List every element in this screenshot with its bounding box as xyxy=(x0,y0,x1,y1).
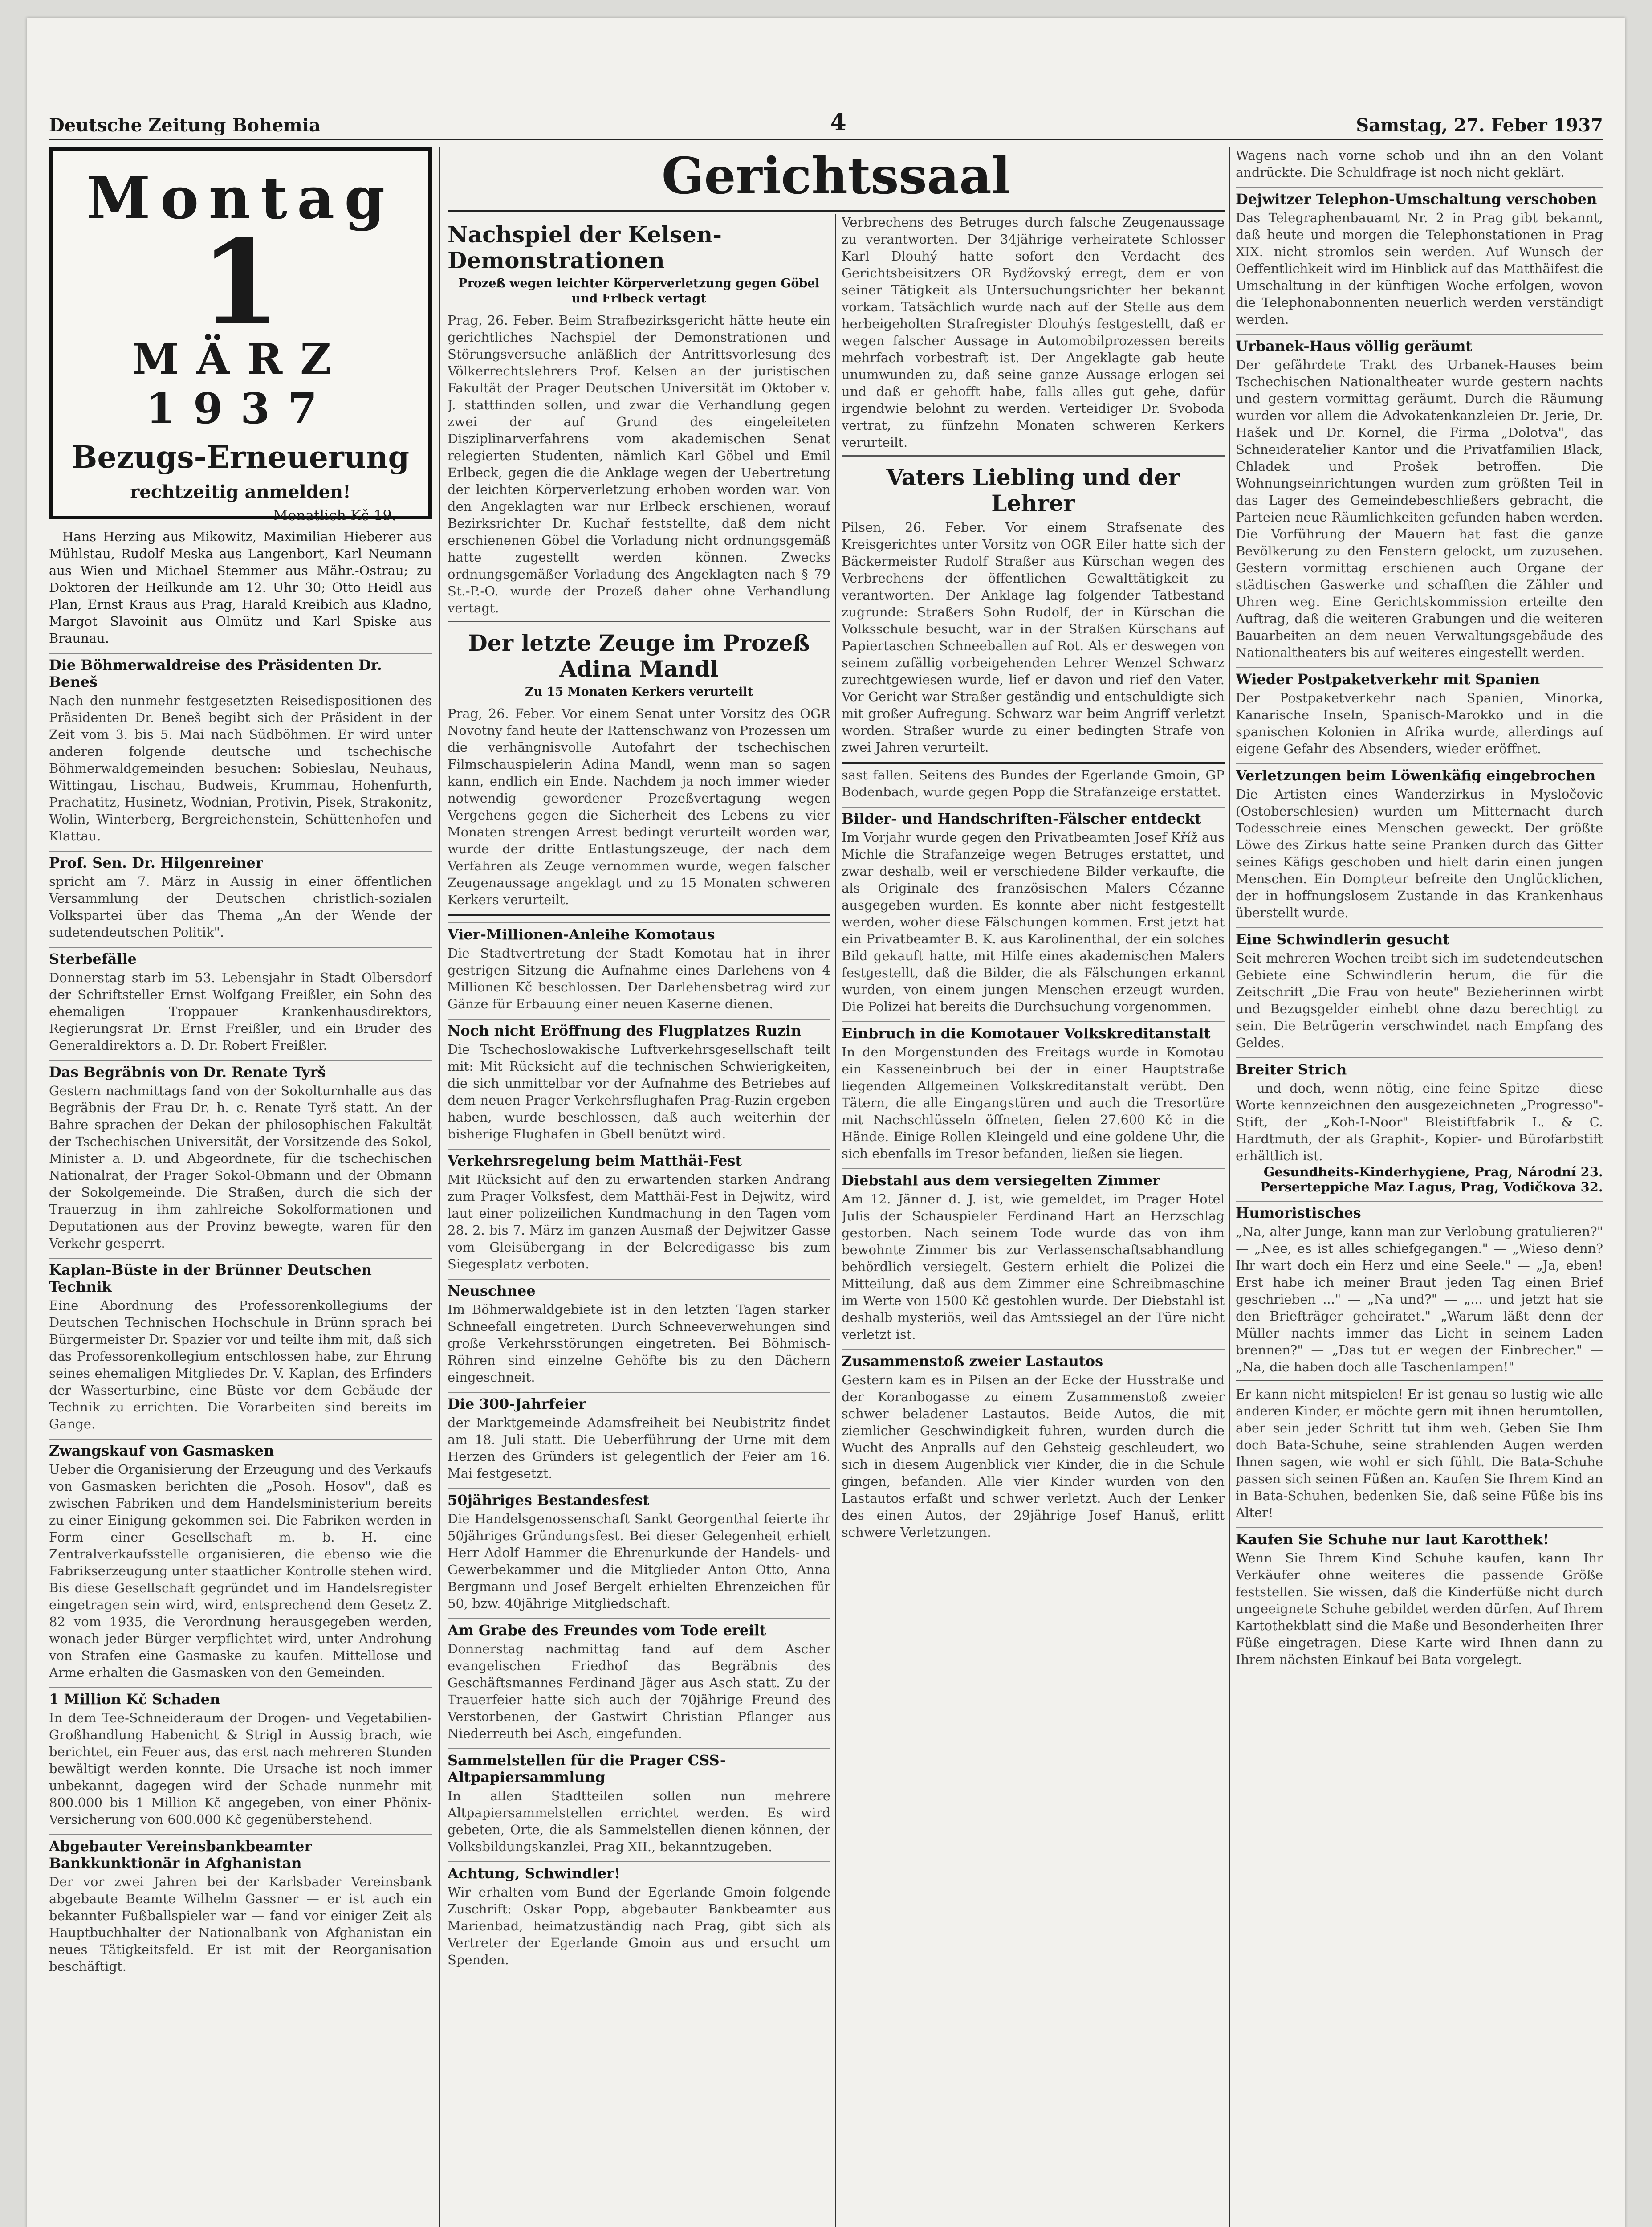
promo-year: 1937 xyxy=(146,384,335,433)
column-3 xyxy=(842,214,1225,2227)
promo-price: Monatlich Kč 19.— xyxy=(273,507,411,524)
column-rule xyxy=(835,214,836,2227)
article-text-block: spricht am 7. März in Aussig in einer öffentlichen Versammlung der Deutschen christlich-sozialen Volkspartei über das Thema „An der Wende der sudetendeutschen Politik". xyxy=(49,874,432,940)
article-text-block: Prag, 26. Feber. Vor einem Senat unter Vorsitz des OGR Novotny fand heute der Rattenschwanz von Prozessen um die verhängnisvolle Autofahrt der tschechischen Filmschauspielerin Adina Mandl, wenn man so sagen kann, endlich ein Ende. Nachdem ja noch immer wieder notwendig gewordener Prozeßvertagung wegen Vergehens gegen die Sicherheit des Lebens zu vier Monaten strengen Arrest bedingt verurteilt worden war, wurde der dritte Entlastungszeuge, der nach dem Verfahren als Zeuge vernommen wurde, wegen falscher Zeugenaussage angeklagt und zu 15 Monaten schweren Kerkers verurteilt. xyxy=(448,706,830,907)
headline-spain: Wieder Postpaketverkehr mit Spanien xyxy=(1236,667,1603,688)
article-text-block: Donnerstag nachmittag fand auf dem Ascher evangelischen Friedhof das Begräbnis des Geschäftsmannes Ferdinand Jäger aus Asch statt. Zu der Trauerfeier hatte sich auch der 70jährige Freund des Verstorbenen, der Gastwirt Christian Pflanger aus Niederreuth bei Asch, eingefunden. xyxy=(448,1641,830,1741)
headline-airport: Noch nicht Eröffnung des Flugplatzes Ruzin xyxy=(448,1019,830,1039)
subscription-promo-box xyxy=(49,147,432,524)
headline-kelsen: Nachspiel der Kelsen-Demonstrationen xyxy=(448,221,722,273)
article-intro-text: Hans Herzing aus Mikowitz, Maximilian Hieberer aus Mühlstau, Rudolf Meska aus Langenbort, Karl Neumann aus Wien und Michael Stemmer aus Mähr.-Ostrau; zu Doktoren der Heilkunde am 12. Uhr 30; Otto Heidl aus Plan, Ernst Kraus aus Prag, Harald Kreibich aus Kladno, Margot Slavoinit aus Olmütz und Karl Spiske aus Braunau. xyxy=(49,529,432,646)
headline-damage: 1 Million Kč Schaden xyxy=(49,1687,432,1708)
column-rule xyxy=(439,147,440,2227)
article-text-block: Der Postpaketverkehr nach Spanien, Minorka, Kanarische Inseln, Spanisch-Marokko und in die spanischen Kolonien in Afrika wurde, allerdings auf eigene Gefahr des Absenders, wieder eröffnet. xyxy=(1236,690,1603,756)
article-text-block: Donnerstag starb im 53. Lebensjahr in Stadt Olbersdorf der Schriftsteller Ernst Wolfgang Freißler, ein Sohn des ehemaligen Troppauer Krankenhausdirektors, Regierungsrat Dr. Ernst Freißler, und ein Bruder des Generaldirektors a. D. Dr. Robert Freißler. xyxy=(49,970,432,1053)
headline-komotau-loan: Vier-Millionen-Anleihe Komotaus xyxy=(448,922,830,943)
article-text-block: Prag, 26. Feber. Beim Strafbezirksgericht hätte heute ein gerichtliches Nachspiel der Demonstrationen und Störungsversuche anläßlich der Antrittsvorlesung des Völkerrechtslehrers Prof. Kelsen an der juristischen Fakultät der Prager Deutschen Universität im Oktober v. J. stattfinden sollen, und zwar die Verhandlung gegen zwei der auf Grund des eingeleiteten Disziplinarverfahrens vom akademischen Senat relegierten Studenten, nämlich Karl Göbel und Emil Erlbeck, gegen die die Anklage wegen der Uebertretung der leichten Körperverletzung erhoben worden war. Von den Angeklagten war nur Erlbeck erschienen, worauf Bezirksrichter Dr. Kuchař feststellte, daß dem nicht erschienenen Göbel die Vorladung nicht ordnungsgemäß hatte zugestellt werden können. Zwecks ordnungsgemäßer Vorladung des Angeklagten nach § 79 St.-P.-O. wurde der Prozeß daher ohne Verhandlung vertagt. xyxy=(448,313,830,616)
article-text-block: Seit mehreren Wochen treibt sich im sudetendeutschen Gebiete eine Schwindlerin herum, die für die Zeitschrift „Die Frau von heute" Bezieherinnen wirbt und Bezugsgelder einhebt ohne dazu berechtigt zu sein. Die Betrügerin verschwindet nach Empfang des Geldes. xyxy=(1236,950,1603,1050)
article-text-block: Ueber die Organisierung der Erzeugung und des Verkaufs von Gasmasken berichten die „Posoh. Hosov", daß es zwischen Fabriken und dem Handelsministerium bereits zu einer Einigung gekommen sei. Die Fabriken werden in Form einer Gesellschaft m. b. H. eine Zentralverkaufsstelle organisieren, die ebenso wie die Fabrikserzeugung unter staatlicher Kontrolle stehen wird. Bis diese Gesellschaft gegründet und im Handelsregister eingetragen sein wird, wird, entsprechend dem Gesetz Z. 82 vom 1935, die Verordnung herausgegeben werden, wonach jeder Bürger verpflichtet wird, unter Androhung von Strafen eine Gasmaske zu kaufen. Mittellose und Arme erhalten die Gasmasken von den Gemeinden. xyxy=(49,1462,432,1680)
court-section xyxy=(448,147,1225,220)
headline-50-years: 50jähriges Bestandesfest xyxy=(448,1488,830,1509)
promo-note: rechtzeitig anmelden! xyxy=(130,481,351,502)
article-text-block: Das Telegraphenbauamt Nr. 2 in Prag gibt bekannt, daß heute und morgen die Telephonstationen in Prag XIX. nicht stromlos sein werden. Auf Wunsch der Oeffentlichkeit wird im Hinblick auf das Matthäifest die Umschaltung in der künftigen Woche erfolgen, wovon die Telephonabonnenten neuerlich werden verständigt werden. xyxy=(1236,210,1603,327)
headline-gasmasks: Zwangskauf von Gasmasken xyxy=(49,1439,432,1459)
article-text-block: Mit Rücksicht auf den zu erwartenden starken Andrang zum Prager Volksfest, dem Matthäi-Fest in Dejwitz, wird laut einer polizeilichen Kundmachung in den Tagen vom 28. 2. bis 7. März im ganzen Ausmaß der Dejwitzer Gasse vom Gleisübergang in der Belcredigasse bis zum Siegesplatz verboten. xyxy=(448,1172,830,1272)
page-number: 4 xyxy=(830,109,846,136)
column-4 xyxy=(1236,147,1603,2227)
headline-swindleress: Eine Schwindlerin gesucht xyxy=(1236,927,1603,948)
headline-afghanistan: Abgebauter Vereinsbankbeamter Bankkunktionär in Afghanistan xyxy=(49,1834,432,1872)
headline-grave: Am Grabe des Freundes vom Tode ereilt xyxy=(448,1618,830,1639)
article-text-block: Im Vorjahr wurde gegen den Privatbeamten Josef Kříž aus Michle die Strafanzeige wegen Betruges erstattet, und zwar deshalb, weil er verschiedene Bilder verkaufte, die als Originale des französischen Malers Cézanne ausgegeben wurden. Es konnte aber nicht festgestellt werden, woher diese Fälschungen kommen. Erst jetzt hat ein Privatbeamter B. K. aus Karolinenthal, der ein solches Bild gekauft hatte, mit Hilfe eines akademischen Malers festgestellt, daß die Bilder, die als Fälschungen erkannt wurden, von einem jungen Menschen erzeugt wurden. Die Polizei hat bereits die Durchsuchung vorgenommen. xyxy=(842,830,1225,1014)
article-text-block: — und doch, wenn nötig, eine feine Spitze — diese Worte kennzeichnen den ausgezeichneten „Progresso"-Stift, der „Koh-I-Noor" Bleistiftfabrik L. & C. Hardtmuth, der als Graphit-, Kopier- und Bürofarbstift erhältlich ist. xyxy=(1236,1081,1603,1163)
headline-humor: Humoristisches xyxy=(1236,1201,1603,1221)
article-text-block: Wenn Sie Ihrem Kind Schuhe kaufen, kann Ihr Verkäufer ohne weiteres die passende Größe feststellen. Sie wissen, daß die Kinderfüße nicht durch ungeeignete Schuhe gebildet werden dürfen. Auf Ihrem Kartothekblatt sind die Maße und Besonderheiten Ihrer Füße eingetragen. Diese Karte wird Ihnen dann zu Ihrem nächsten Einkauf bei Bata vorgelegt. xyxy=(1236,1550,1603,1667)
article-text-block: Der vor zwei Jahren bei der Karlsbader Vereinsbank abgebaute Beamte Wilhelm Gassner — er ist auch ein bekannter Fußballspieler war — fand vor einiger Zeit als Hauptbuchhalter der Nationalbank von Afghanistan ein neues Tätigkeitsfeld. Er ist mit der Reorganisation beschäftigt. xyxy=(49,1874,432,1974)
headline-karotthek: Kaufen Sie Schuhe nur laut Karotthek! xyxy=(1236,1527,1603,1548)
headline-paper-collection: Sammelstellen für die Prager CSS-Altpapiersammlung xyxy=(448,1748,830,1786)
article-text-block: Er kann nicht mitspielen! Er ist genau so lustig wie alle anderen Kinder, er möchte gern mit ihnen herumtollen, aber sein jeder Schritt tut ihm weh. Geben Sie Ihm doch Bata-Schuhe, seine strahlenden Augen werden Ihnen sagen, wie wohl er sich fühlt. Die Bata-Schuhe passen sich seinen Füßen an. Kaufen Sie Ihrem Kind an in Bata-Schuhen, bedenken Sie, daß seine Füße bis ins Alter! xyxy=(1236,1387,1603,1520)
article-text-block: Der gefährdete Trakt des Urbanek-Hauses beim Tschechischen Nationaltheater wurde gestern nachts und gestern vormittag geräumt. Durch die Räumung wurden vor allem die Advokatenkanzleien Dr. Jerie, Dr. Hašek und Dr. Kornel, die Firma „Dolotva", das Schneideratelier Kantor und die Privatfamilien Black, Chladek und Prošek betroffen. Die Wohnungseinrichtungen wurden zum größten Teil in das Lager des Gemeindebeschließers gebracht, die Parteien neue Räumlichkeiten gefunden haben werden. Die Vorführung der Mauern hat fast die ganze Bevölkerung zu den Fenstern gelockt, um zuzusehen. Gestern vormittag erschienen auch Organe der städtischen Gaswerke und schafften die Zähler und Uhren weg. Eine Gerichtskommission erteilte den Auftrag, daß die weiteren Grabungen und die weiteren Bauarbeiten an dem neuen Verwaltungsgebäude des Nationaltheaters bis auf weiteres eingestellt werden. xyxy=(1236,357,1603,660)
column-1 xyxy=(49,147,432,2227)
promo-day: Montag xyxy=(86,164,395,232)
headline-300-years: Die 300-Jahrfeier xyxy=(448,1392,830,1412)
headline-hilgenreiner: Prof. Sen. Dr. Hilgenreiner xyxy=(49,851,432,871)
headline-telephone: Dejwitzer Telephon-Umschaltung verschoben xyxy=(1236,187,1603,208)
column-2 xyxy=(448,214,830,2227)
page-header xyxy=(49,105,1603,140)
headline-urbanek: Urbanek-Haus völlig geräumt xyxy=(1236,334,1603,355)
article-text-block: Wir erhalten vom Bund der Egerlande Gmoin folgende Zuschrift: Oskar Popp, abgebauter Bankbeamter aus Marienbad, heimatzuständig nach Prag, gibt sich als Vertreter der Egerlande Gmoin aus und ersucht um Spenden. xyxy=(448,1884,830,1967)
promo-month: MÄRZ xyxy=(132,334,349,384)
article-text-block: Wagens nach vorne schob und ihn an den Volant andrückte. Die Schuldfrage ist noch nicht geklärt. xyxy=(1236,148,1603,180)
advertisement: Gesundheits-Kinderhygiene, Prag, Národní 23. xyxy=(1263,1164,1603,1179)
article-text-block: Am 12. Jänner d. J. ist, wie gemeldet, im Prager Hotel Julis der Schauspieler Ferdinand Hart an Herzschlag gestorben. Nach seinem Tode wurde das von ihm bewohnte Zimmer bis zur Verlassenschaftsabhandlung behördlich versiegelt. Gestern erhielt die Polizei die Mitteilung, daß aus dem Zimmer eine Schreibmaschine im Werte von 1500 Kč gestohlen wurde. Der Diebstahl ist deshalb mysteriös, weil das Amtssiegel an der Türe nicht verletzt ist. xyxy=(842,1191,1225,1342)
headline-kaplan-bust: Kaplan-Büste in der Brünner Deutschen Technik xyxy=(49,1258,432,1295)
article-text-block: Die Tschechoslowakische Luftverkehrsgesellschaft teilt mit: Mit Rücksicht auf die technischen Schwierigkeiten, die sich unmittelbar vor der Aufnahme des Betriebes auf dem neuen Prager Verkehrsflughafen Prag-Ruzin ergeben haben, wurde beschlossen, daß auch weiterhin der bisherige Flughafen in Gbell benützt wird. xyxy=(448,1042,830,1142)
headline-broad-stroke: Breiter Strich xyxy=(1236,1057,1603,1078)
headline-father: Vaters Liebling und der Lehrer xyxy=(886,464,1180,516)
article-text-block: In dem Tee-Schneideraum der Drogen- und Vegetabilien-Großhandlung Habenicht & Strigl in Aussig brach, wie berichtet, ein Feuer aus, das erst nach mehreren Stunden bewältigt werden konnte. Die Ursache ist noch immer unbekannt, dagegen wird der Schade nunmehr mit 800.000 bis 1 Million Kč angegeben, von einer Phönix-Versicherung von 600.000 Kč gegenüberstehend. xyxy=(49,1710,432,1827)
article-text-block: Eine Abordnung des Professorenkollegiums der Deutschen Technischen Hochschule in Brünn sprach bei Bürgermeister Dr. Spazier vor und teilte ihm mit, daß sich das Professorenkollegium entschlossen habe, zur Ehrung seines ehemaligen Mitgliedes Dr. V. Kaplan, des Erfinders der Wasserturbine, eine Büste vor dem Gebäude der Technik zu errichten. Die Vorarbeiten sind bereits im Gange. xyxy=(49,1298,432,1432)
article-text-block: In allen Stadtteilen sollen nun mehrere Altpapiersammelstellen errichtet werden. Es wird gebeten, Orte, die als Sammelstellen dienen können, der Volksbildungskanzlei, Prag XII., bekanntzugeben. xyxy=(448,1788,830,1854)
headline-tyrs-funeral: Das Begräbnis von Dr. Renate Tyrš xyxy=(49,1060,432,1081)
article-text-block: Gestern nachmittags fand von der Sokolturnhalle aus das Begräbnis der Frau Dr. h. c. Renate Tyrš statt. An der Bahre sprachen der Dekan der philosophischen Fakultät der Tschechischen Universität, der Vorsitzende des Sokol, Minister a. D. und Abgeordnete, für die tschechischen Nationalrat, der Prager Sokol-Obmann und der Obmann der Sokolgemeinde. Die Straßen, durch die sich der Trauerzug in ihm zahlreiche Sokolformationen und Deputationen aus der Provinz bewegte, waren für den Verkehr gesperrt. xyxy=(49,1083,432,1251)
headline-burglary: Einbruch in die Komotauer Volkskreditanstalt xyxy=(842,1021,1225,1042)
headline-lion-cage: Verletzungen beim Löwenkäfig eingebrochen xyxy=(1236,763,1603,784)
advertisement: Perserteppiche Maz Lagus, Prag, Vodičkova 32. xyxy=(1260,1179,1603,1195)
promo-headline: Bezugs-Erneuerung xyxy=(71,440,410,475)
section-title: Gerichtssaal xyxy=(448,147,1225,212)
subheadline-kelsen: Prozeß wegen leichter Körperverletzung gegen Göbel und Erlbeck vertagt xyxy=(458,277,820,306)
headline-collision: Zusammenstoß zweier Lastautos xyxy=(842,1349,1225,1370)
headline-benes-trip: Die Böhmerwaldreise des Präsidenten Dr. Beneš xyxy=(49,653,432,690)
article-text-block: der Marktgemeinde Adamsfreiheit bei Neubistritz findet am 18. Juli statt. Die Ueberführung der Urne mit dem Herzen des Gründers ist gelegentlich der Feier am 16. Mai festgesetzt. xyxy=(448,1415,830,1481)
headline-matthaei: Verkehrsregelung beim Matthäi-Fest xyxy=(448,1149,830,1169)
article-text-block: sast fallen. Seitens des Bundes der Egerlande Gmoin, GP Bodenbach, wurde gegen Popp die Strafanzeige erstattet. xyxy=(842,767,1225,799)
subheadline-mandl: Zu 15 Monaten Kerkers verurteilt xyxy=(525,685,753,699)
column-rule xyxy=(1229,147,1230,2227)
issue-date: Samstag, 27. Feber 1937 xyxy=(1356,115,1603,136)
article-text-block: Pilsen, 26. Feber. Vor einem Strafsenate des Kreisgerichtes unter Vorsitz von OGR Eiler hatte sich der Bäckermeister Rudolf Straßer aus Kürschan wegen des Verbrechens der öffentlichen Gewalttätigkeit zu verantworten. Der Anklage lag folgender Tatbestand zugrunde: Straßers Sohn Rudolf, der in Kürschan die Volksschule besucht, war in der Straßen Kürschans auf Papiertaschen Schneeballen auf Rot. Als er deswegen von seinem zufällig vorbeigehenden Lehrer Wenzel Schwarz zurechtgewiesen wurde, lief er davon und rief den Vater. Vor Gericht war Straßer geständig und entschuldigte sich mit großer Aufregung. Schwarz war beim Angriff verletzt worden. Straßer wurde zu einer bedingten Strafe von zwei Jahren verurteilt. xyxy=(842,520,1225,755)
article-text-block: Verbrechens des Betruges durch falsche Zeugenaussage zu verantworten. Der 34jährige verheiratete Schlosser Karl Dlouhý hatte sofort den Verdacht des Gerichtsbeisitzers OR Bydžovský erregt, dem er von seiner Tätigkeit als Untersuchungsrichter her bekannt vorkam. Tatsächlich wurde nach auf der Stelle aus dem herbeigeholten Strafregister Dlouhýs festgestellt, daß er wegen falscher Aussage in Automobilprozessen bereits mehrfach vorbestraft ist. Der Angeklagte gab heute unumwunden zu, daß seine ganze Aussage erlogen sei und daß er gehofft habe, falls alles gut gehe, dafür irgendwie belohnt zu werden. Verteidiger Dr. Svoboda vertrat, zu fünfzehn Monaten schweren Kerkers verurteilt. xyxy=(842,215,1225,450)
article-text-block: Die Artisten eines Wanderzirkus in Mysločovic (Ostoberschlesien) wurden um Mitternacht durch Todesschreie eines Menschen geweckt. Der größte Löwe des Zirkus hatte seine Pranken durch das Gitter seines Käfigs geschoben und hielt darin einen jungen Menschen. Ein Dompteur befreite den Unglücklichen, der in hoffnungslosem Zustande in das Krankenhaus überstellt wurde. xyxy=(1236,787,1603,920)
article-text-block: Im Böhmerwaldgebiete ist in den letzten Tagen starker Schneefall eingetreten. Durch Schneeverwehungen sind große Verkehrsstörungen eingetreten. Bei Böhmisch-Röhren sind einzelne Gehöfte bis zu den Dächern eingeschneit. xyxy=(448,1302,830,1385)
headline-mandl: Der letzte Zeuge im Prozeß Adina Mandl xyxy=(468,630,810,682)
article-text-block: Die Stadtvertretung der Stadt Komotau hat in ihrer gestrigen Sitzung die Aufnahme eines Darlehens von 4 Millionen Kč beschlossen. Der Darlehensbetrag wird zur Gänze für Erbauung einer neuen Kaserne dienen. xyxy=(448,946,830,1012)
headline-snow: Neuschnee xyxy=(448,1279,830,1299)
article-text-block: Die Handelsgenossenschaft Sankt Georgenthal feierte ihr 50jähriges Gründungsfest. Bei dieser Gelegenheit erhielt Herr Adolf Hammer die Ehrenurkunde der Handels- und Gewerbekammer und die Mitglieder Anton Otto, Anna Bergmann und Josef Bergelt erhielten Ehrenzeichen für 50, bzw. 40jährige Mitgliedschaft. xyxy=(448,1511,830,1611)
newspaper-page xyxy=(27,18,1625,2227)
headline-swindler: Achtung, Schwindler! xyxy=(448,1861,830,1882)
headline-forger: Bilder- und Handschriften-Fälscher entdeckt xyxy=(842,807,1225,827)
paper-name: Deutsche Zeitung Bohemia xyxy=(49,115,321,136)
headline-sterbefaelle: Sterbefälle xyxy=(49,947,432,967)
article-text-block: In den Morgenstunden des Freitags wurde in Komotau ein Kasseneinbruch bei der in einer Hauptstraße liegenden Allgemeinen Volkskreditanstalt verübt. Den Tätern, die alle Eingangstüren und auch die Tresortüre mit Nachschlüsseln öffneten, fielen 27.600 Kč in die Hände. Einige Rollen Kleingeld und eine goldene Uhr, die sich ebenfalls im Tresor befanden, ließen sie liegen. xyxy=(842,1044,1225,1161)
headline-theft: Diebstahl aus dem versiegelten Zimmer xyxy=(842,1168,1225,1189)
article-text-block: „Na, alter Junge, kann man zur Verlobung gratulieren?" — „Nee, es ist alles schiefgegangen." — „Wieso denn? Ihr wart doch ein Herz und eine Seele." — „Ja, eben! Erst habe ich meiner Braut jeden Tag einen Brief geschrieben ..." — „Na und?" — „... und jetzt hat sie den Briefträger geheiratet." „Warum läßt denn der Müller nachts immer das Licht in seinem Laden brennen?" — „Das tut er wegen der Einbrecher." — „Na, die haben doch alle Taschenlampen!" xyxy=(1236,1224,1603,1375)
article-text-block: Gestern kam es in Pilsen an der Ecke der Husstraße und der Koranbogasse zu einem Zusammenstoß zweier schwer beladener Lastautos. Beide Autos, die mit ziemlicher Geschwindigkeit fuhren, wurden durch die Wucht des Anpralls auf den Gehsteig geschleudert, wo sich in diesem Augenblick vier Kinder, die in die Schule gingen, befanden. Alle vier Kinder wurden von den Lastautos erfaßt und schwer verletzt. Auch der Lenker des einen Autos, der 29jährige Josef Hanuš, erlitt schwere Verletzungen. xyxy=(842,1372,1225,1540)
promo-date-number: 1 xyxy=(200,215,281,351)
article-text-block: Nach den nunmehr festgesetzten Reisedispositionen des Präsidenten Dr. Beneš begibt sich der Präsident in der Zeit vom 3. bis 5. Mai nach Südböhmen. Er wird unter anderen folgende deutsche und tschechische Böhmerwaldgemeinden besuchen: Sobieslau, Neuhaus, Wittingau, Lischau, Budweis, Krummau, Hohenfurth, Prachatitz, Husinetz, Wodnian, Protivin, Pisek, Strakonitz, Wolin, Winterberg, Bergreichenstein, Schüttenhofen und Klattau. xyxy=(49,693,432,844)
